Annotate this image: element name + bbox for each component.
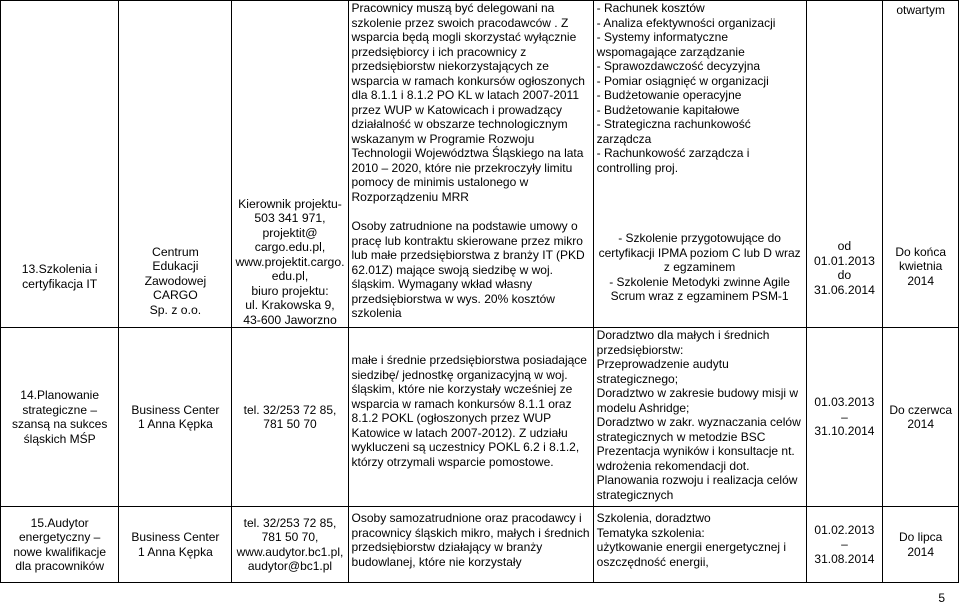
cell-scope: Doradztwo dla małych i średnich przedsiębiorstw: Przeprowadzenie audytu strategicznego; Doradztwo w zakresie budowy misji w modelu Ashridge; Doradztwo w zakr. wyznaczania celów strategicznych w metodzie BSC Prezentacja wyników i konsultacje nt. wdrożenia rekomendacji dot. Planowania rozwoju i realizacja celów strategicznych (593, 328, 806, 507)
cell-institution: Centrum Edukacji Zawodowej CARGO Sp. z o.o. (119, 1, 232, 328)
page-number: 5 (938, 591, 945, 605)
cell-conditions: Osoby samozatrudnione oraz pracodawcy i pracownicy śląskich mikro, małych i średnich przedsiębiorstw działający w branży budowlanej, które nie korzystały (348, 507, 593, 583)
cell-institution: Business Center 1 Anna Kępka (119, 507, 232, 583)
table-row-15 (1, 507, 959, 583)
cell-recruitment: Do lipca 2014 (883, 507, 959, 583)
recruitment-text: Do końca kwietnia 2014 (895, 244, 947, 288)
cell-recruitment: Do czerwca 2014 (883, 328, 959, 507)
scope-top: - Rachunek kosztów - Analiza efektywności organizacji - Systemy informatyczne wspomagające zarządzanie - Sprawozdawczość decyzyjna - Pomiar osiągnięć w organizacji - Budżetowanie operacyjne - Budżetowanie kapitałowe - Strategiczna rachunkowość zarządcza - Rachunkowość zarządcza i controlling proj. (596, 1, 776, 175)
scope-text: - Szkolenie przygotowujące do certyfikacji IPMA poziom C lub D wraz z egzaminem - Szkolenie Metodyki zwinne Agile Scrum wraz z egzaminem PSM-1 (598, 231, 801, 303)
cell-scope: Szkolenia, doradztwo Tematyka szkolenia: użytkowanie energii energetycznej i oszczędność energii, (593, 507, 806, 583)
cell-contact: tel. 32/253 72 85, 781 50 70 (232, 328, 348, 507)
recruitment-top: otwartym (896, 3, 946, 17)
cell-contact: tel. 32/253 72 85, 781 50 70, www.audytor.bc1.pl, audytor@bc1.pl (232, 507, 348, 583)
cell-scope (593, 1, 806, 328)
conditions-top: Pracownicy muszą być delegowani na szkolenie przez swoich pracodawców . Z wsparcia będą mogli skorzystać wyłącznie przedsiębiorcy i ich pracownicy z przedsiębiorstw niekorzystających ze wsparcia w ramach konkursów ogłoszonych dla 8.1.1 i 8.1.2 PO KL w latach 2007-2011 przez WUP w Katowicach i prowadzący działalność w obszarze technologicznym wskazanym w Programie Rozwoju Technologii Województwa Śląskiego na lata 2010 – 2020, które nie przekroczyły limitu pomocy de minimis ustalonego w Rozporządzeniu MRR (351, 1, 585, 204)
cell-title: 15.Audytor energetyczny – nowe kwalifikacje dla pracowników (1, 507, 119, 583)
cell-period: od 01.01.2013 do 31.06.2014 (806, 1, 883, 328)
cell-conditions: małe i średnie przedsiębiorstwa posiadające siedzibę/ jednostkę organizacyjną w woj. śląskim, które nie korzystały wcześniej ze wsparcia w ramach konkursów 8.1.1 oraz 8.1.2 POKL (ogłoszonych przez WUP Katowice w latach 2007-2012). Z udziału wykluczeni są uczestnicy POKL 6.2 i 8.1.2, którzy otrzymali wsparcie pomostowe. (348, 328, 593, 507)
table-row-13 (1, 1, 959, 328)
cell-title: 14.Planowanie strategiczne – szansą na sukces śląskich MŚP (1, 328, 119, 507)
cell-conditions (348, 1, 593, 328)
cell-title: 13.Szkolenia i certyfikacja IT (1, 1, 119, 328)
table-row-14 (1, 328, 959, 507)
conditions-text: Osoby zatrudnione na podstawie umowy o pracę lub kontraktu skierowane przez mikro lub małe przedsiębiorstwa z branży IT (PKD 62.01Z) mające swoją siedzibę w woj. śląskim. Wymagany wkład własny przedsiębiorstwa w wys. 20% kosztów szkolenia (351, 219, 585, 320)
cell-institution: Business Center 1 Anna Kępka (119, 328, 232, 507)
cell-contact: Kierownik projektu- 503 341 971, projektit@ cargo.edu.pl, www.projektit.cargo. edu.pl, biuro projektu: ul. Krakowska 9, 43-600 Jaworzno (232, 1, 348, 328)
cell-recruitment (883, 1, 959, 328)
cell-period: 01.02.2013 – 31.08.2014 (806, 507, 883, 583)
cell-period: 01.03.2013 – 31.10.2014 (806, 328, 883, 507)
